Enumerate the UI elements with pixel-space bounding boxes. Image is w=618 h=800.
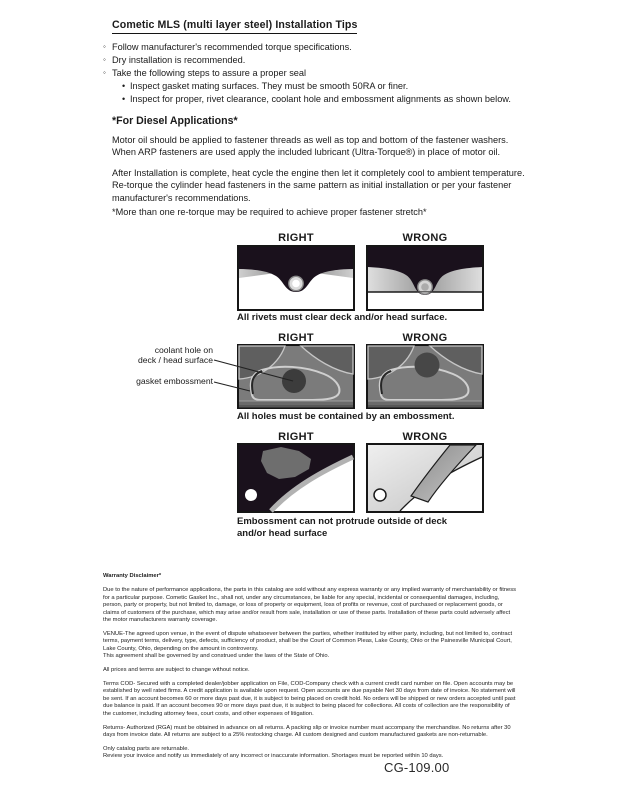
catalog-parts-paragraph: Only catalog parts are returnable. (103, 745, 190, 752)
review-invoice-paragraph: Review your invoice and notify us immediately of any incorrect or inaccurate information. Shortages must be reported within 10 days. (103, 753, 444, 760)
fig1-caption: All rivets must clear deck and/or head surface. (237, 312, 448, 323)
fig3-right-diagram (237, 443, 355, 513)
fig1-wrong-label: WRONG (402, 232, 448, 244)
filled-bullet-icon: • (122, 80, 126, 91)
installation-tips-list (103, 41, 543, 106)
fig2-wrong-label: WRONG (402, 332, 448, 344)
tip-item (103, 67, 543, 80)
returns-paragraph: Returns- Authorized (RGA) must be obtained in advance on all returns. A packing slip or invoice number must accompany the merchandise. No returns after 30 days from invoice date. All returns are subject to a 25% restocking charge. All custom designed and custom manufactured gaskets are non-returnable. (103, 724, 511, 738)
warranty-disclaimer-heading: Warranty Disclaimer* (103, 573, 162, 579)
diesel-paragraph-2: After Installation is complete, heat cycle the engine then let it completely cool to ambient temperature. Re-torque the cylinder head fasteners in the same pattern as initial installation or per your fastener manufacturer's recommendations. (112, 168, 525, 203)
fig1-right-diagram (237, 245, 355, 311)
tip-text: Take the following steps to assure a proper seal (112, 67, 307, 78)
rivet-interference-wrong-icon (366, 245, 484, 311)
retorque-note: *More than one re-torque may be required to achieve proper fastener stretch* (112, 207, 427, 217)
venue-paragraph: VENUE-The agreed upon venue, in the event of dispute whatsoever between the parties, whether instituted by either party, including, but not limited to, contract terms, payment terms, delivery, type, defects, sufficiency of product, shall be the Court of Common Pleas, Lake County, Ohio or the Painesville Municipal Court, Lake County, Ohio, depending on the amount in controversy. (103, 630, 513, 652)
page-title: Cometic MLS (multi layer steel) Installation Tips (112, 19, 357, 34)
tip-text: Inspect for proper, rivet clearance, coolant hole and embossment alignments as shown below. (130, 93, 511, 104)
fig1-right-label: RIGHT (278, 232, 314, 244)
warranty-paragraph: Due to the nature of performance applications, the parts in this catalog are sold without any express warranty or any implied warranty of merchantability or fitness for a particular purpose. Cometic Gasket Inc., shall not, under any circumstances, be liable for any special, incidental or consequential damages, including, person, party or property, but not limited to, damage, or loss of property or equipment, loss of profits or revenue, cost of purchased or replacement goods, or claims of customers of the purchase, which may arise and/or result from sale, installation or use of these parts. Installation of these parts could adversely affect the motor manufacturers warranty coverage. (103, 587, 517, 624)
embossment-inside-deck-right-icon (237, 443, 355, 513)
fig3-caption (237, 516, 497, 539)
fig2-right-label: RIGHT (278, 332, 314, 344)
filled-bullet-icon: • (122, 93, 126, 104)
embossment-protruding-wrong-icon (366, 443, 484, 513)
tip-text: Follow manufacturer's recommended torque specifications. (112, 42, 352, 52)
tip-sub-item (122, 80, 543, 93)
coolant-hole-label-line2: deck / head surface (137, 355, 213, 365)
page-code: CG-109.00 (384, 760, 450, 775)
fig3-wrong-diagram (366, 443, 484, 513)
tip-item (103, 54, 543, 67)
tip-item (103, 41, 543, 54)
terms-cod-paragraph: Terms COD- Secured with a completed dealer/jobber application on File, COD-Company check with a current credit card number on file. Open accounts may be established by well rated firms. A credit application is available upon request. Open accounts are due payable Net 30 days from date of invoice. No statement will be sent. If an account becomes 60 or more days past due, it is subject to being placed on credit hold. No orders will be shipped or new orders accepted until past due balance is paid. If an account becomes 90 or more days past due, it is subject to being placed for collections. All costs of collection are the responsibility of the customer, including attorney fees, court costs, and other expenses of litigation. (103, 680, 516, 717)
annotation-leader-lines (103, 340, 403, 410)
open-bullet-icon: ◦ (103, 42, 106, 51)
fig3-caption-line1: Embossment can not protrude outside of deck (237, 516, 448, 527)
fig1-wrong-diagram (366, 245, 484, 311)
diesel-section-heading: *For Diesel Applications* (112, 115, 238, 127)
tip-text: Inspect gasket mating surfaces. They must be smooth 50RA or finer. (130, 80, 409, 91)
fig3-wrong-label: WRONG (402, 431, 448, 443)
gasket-embossment-label: gasket embossment (136, 376, 213, 386)
diesel-paragraph-1: Motor oil should be applied to fastener threads as well as top and bottom of the fastener washers. When ARP fasteners are used apply the included lubricant (Ultra-Torque®) in place of motor oil. (112, 135, 509, 158)
tip-sub-item (122, 93, 543, 106)
fig3-caption-line2: and/or head surface (237, 527, 328, 539)
fig2-caption: All holes must be contained by an embossment. (237, 411, 455, 422)
governing-law-paragraph: This agreement shall be governed by and construed under the laws of the State of Ohio. (103, 653, 330, 660)
open-bullet-icon: ◦ (103, 54, 106, 64)
fig3-right-label: RIGHT (278, 431, 314, 443)
coolant-hole-label-line1: coolant hole on (154, 345, 213, 355)
tip-text: Dry installation is recommended. (112, 54, 246, 65)
prices-paragraph: All prices and terms are subject to change without notice. (103, 667, 250, 674)
rivet-clear-right-icon (237, 245, 355, 311)
open-bullet-icon: ◦ (103, 67, 106, 77)
warranty-disclaimer-block (103, 573, 518, 767)
